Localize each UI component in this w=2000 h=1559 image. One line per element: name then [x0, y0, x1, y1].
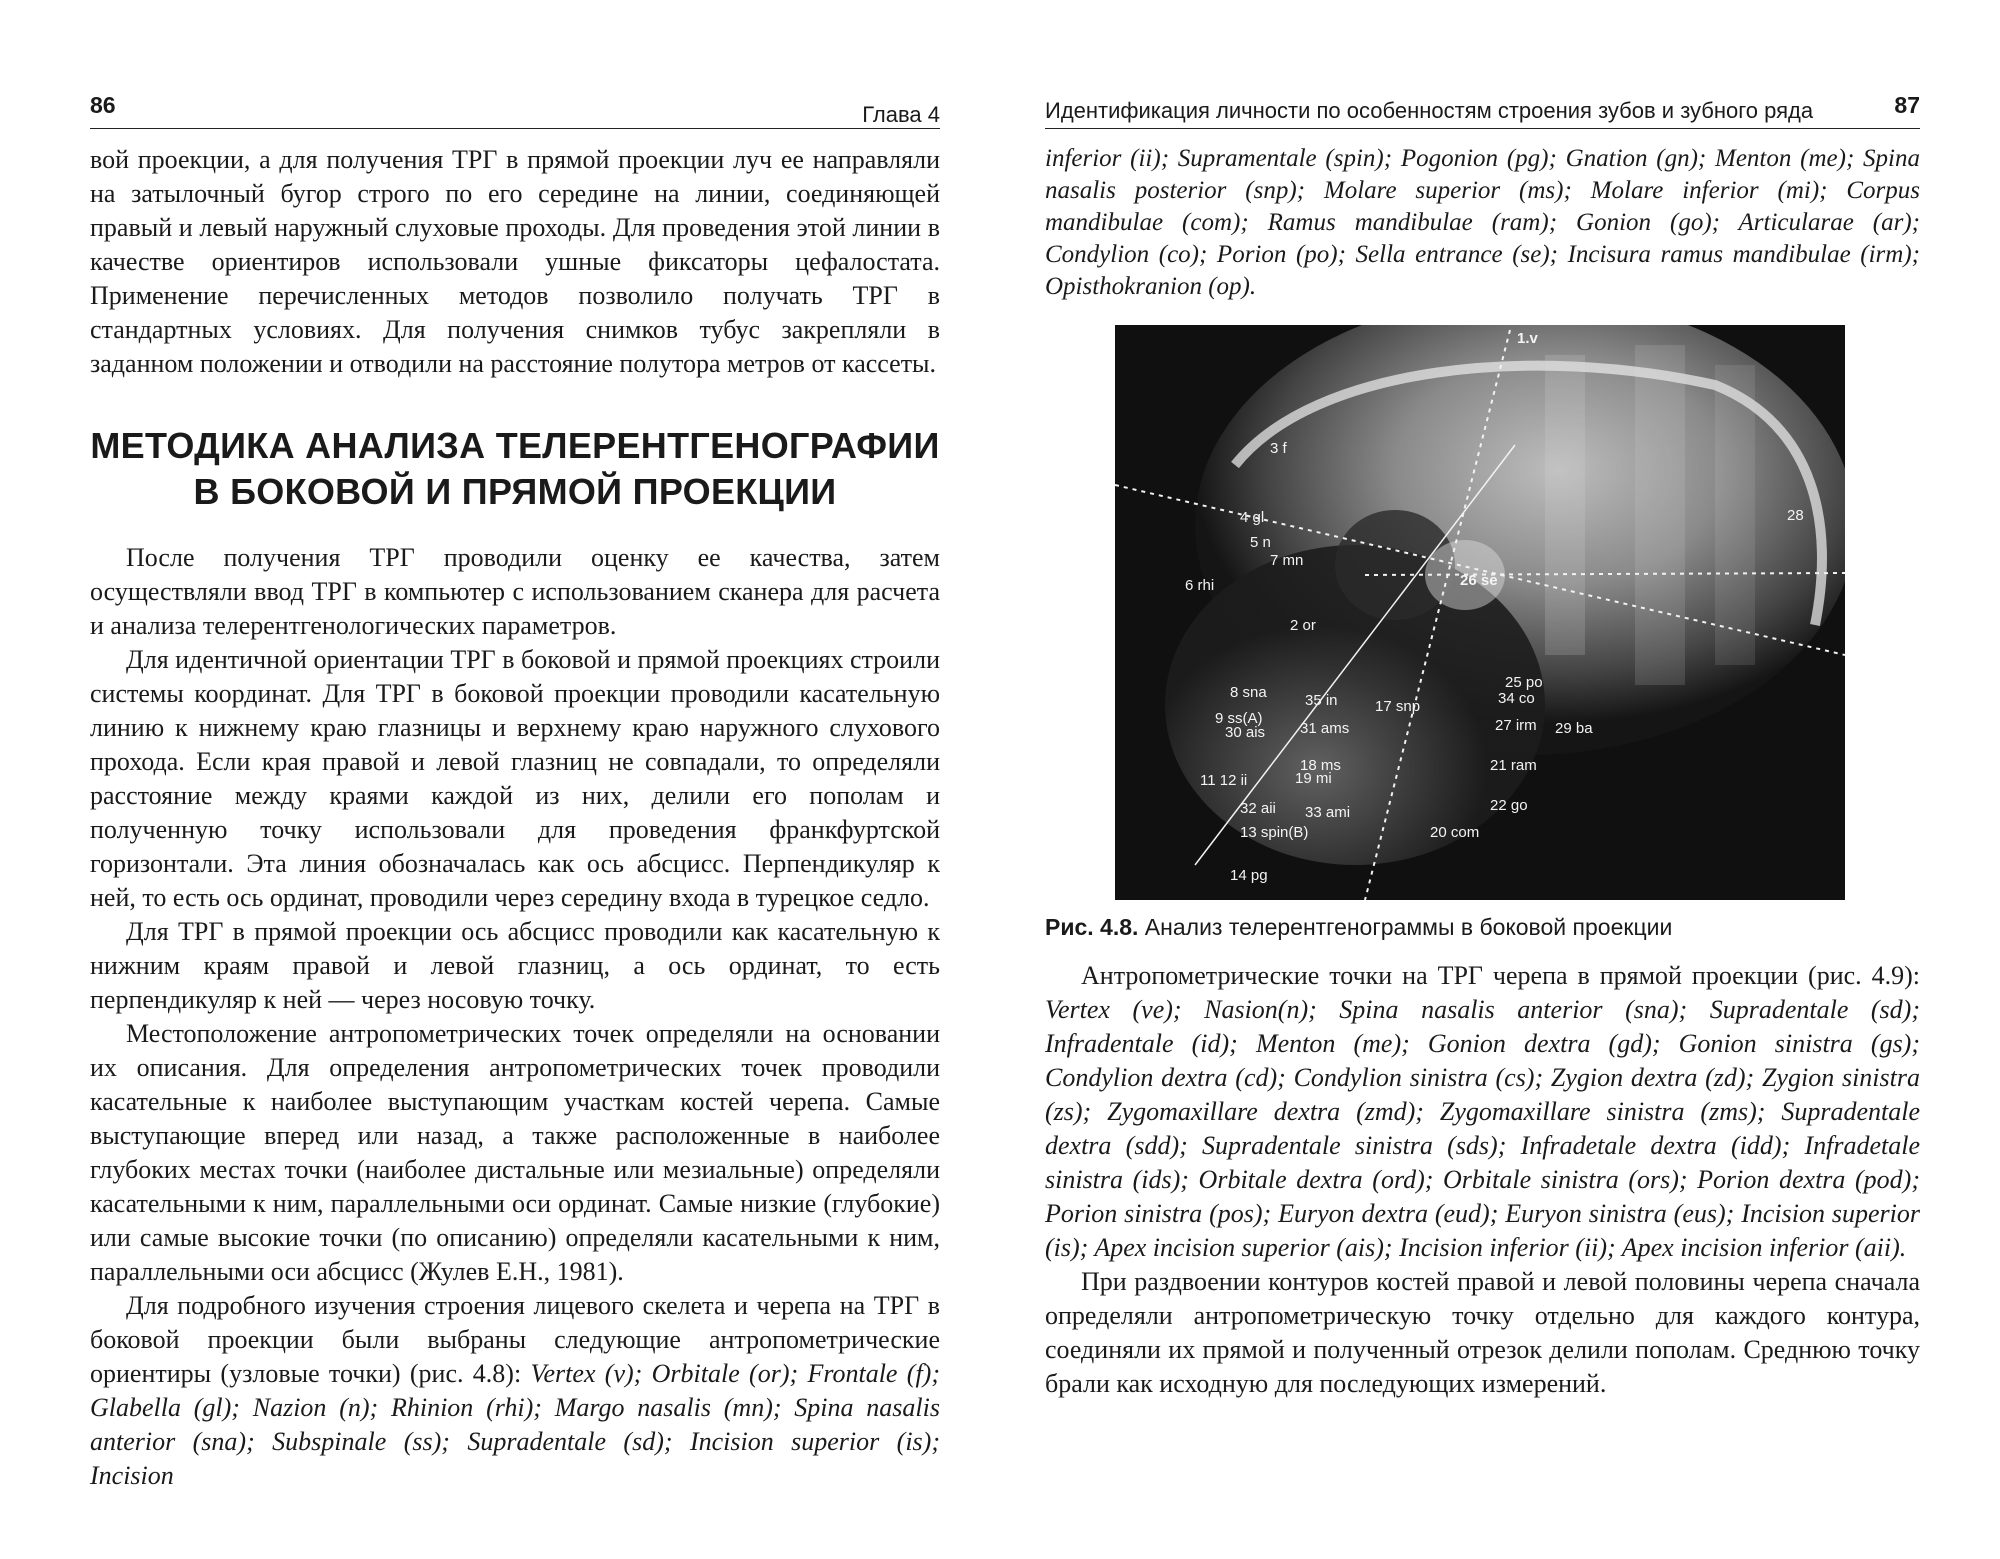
right-page [1010, 0, 2000, 1559]
left-page-number: 86 [90, 92, 116, 118]
caption-label: Рис. 4.8. [1045, 914, 1139, 940]
cephalogram-image [1115, 325, 1845, 900]
paragraph: Для ТРГ в прямой проекции ось абсцисс проводили как касательную к нижним краям правой и левой глазниц, а ось ординат, то есть перпендикуляр к ней — через носовую точку. [90, 917, 940, 1014]
landmark-label: 22 go [1490, 797, 1528, 814]
landmark-label: 26 se [1460, 572, 1498, 589]
landmark-label: 1.v [1517, 330, 1538, 347]
landmark-list: Vertex (v); Orbitale (or); Frontale (f); Glabella (gl); Nazion (n); Rhinion (rhi); Margo nasalis (mn); Spina nasalis anterior (sna); Subspinale (ss); Supradentale (sd); Incision superior (is); Incision [90, 1359, 940, 1490]
left-page [0, 0, 990, 1559]
landmark-label: 2 or [1290, 617, 1316, 634]
figure-caption [1045, 914, 1920, 941]
paragraph: Для идентичной ориентации ТРГ в боковой и прямой проекциях строили системы координат. Для ТРГ в боковой проекции проводили касательную линию к нижнему краю глазницы и верхнему краю наружного слухового прохода. Если края правой и левой глазниц не совпадали, то определяли расстояние между краями каждой из них, делили его пополам и полученную точку использовали для проведения франкфуртской горизонтали. Эта линия обозначалась как ось абсцисс. Перпендикуляр к ней, то есть ось ординат, проводили через середину входа в турецкое седло. [90, 645, 940, 912]
caption-text: Анализ телерентгенограммы в боковой проекции [1138, 914, 1673, 940]
landmark-label: 5 n [1250, 534, 1271, 551]
landmark-label: 31 ams [1300, 720, 1350, 737]
landmark-label: 13 spin(B) [1240, 824, 1309, 841]
landmark-label: 3 f [1270, 440, 1287, 457]
chapter-title: Глава 4 [862, 102, 940, 127]
landmark-label: 34 co [1498, 690, 1535, 707]
landmark-label: 20 com [1430, 824, 1480, 841]
right-page-number: 87 [1894, 92, 1920, 118]
landmark-label: 33 ami [1305, 804, 1351, 821]
landmark-label: 7 mn [1270, 552, 1304, 569]
landmark-label: 25 po [1505, 674, 1543, 691]
paragraph-continued [1045, 143, 1920, 303]
section-heading [90, 423, 940, 515]
landmark-list: inferior (ii); Supramentale (spin); Pogonion (pg); Gnation (gn); Menton (me); Spina nasalis posterior (snp); Molare superior (ms); Molare inferior (mi); Corpus mandibulae (com); Ramus mandibulae (ram); Gonion (go); Articularae (ar); Condylion (co); Porion (po); Sella entrance (se); Incisura ramus mandibulae (irm); Opisthokranion (op). [1045, 145, 1920, 300]
heading-line-1: МЕТОДИКА АНАЛИЗА ТЕЛЕРЕНТГЕНОГРАФИИ [90, 425, 940, 466]
paragraph: После получения ТРГ проводили оценку ее качества, затем осуществляли ввод ТРГ в компьютер с использованием сканера для расчета и анализа телерентгенологических параметров. [90, 543, 940, 640]
landmark-label: 14 pg [1230, 867, 1268, 884]
landmark-label: 11 12 ii [1200, 772, 1248, 789]
landmark-label: 6 rhi [1185, 577, 1215, 594]
paragraph: Местоположение антропометрических точек определяли на основании их описания. Для определения антропометрических точек проводили касательные к наиболее выступающим участкам костей черепа. Самые выступающие вперед или назад, а также расположенные в наиболее глубоких местах точки (наиболее дистальные или мезиальные) определяли касательными к ним, параллельными оси ординат. Самые низкие (глубокие) или самые высокие точки (по описанию) определяли касательными к ним, параллельными оси абсцисс (Жулев Е.Н., 1981). [90, 1019, 940, 1286]
landmark-label: 19 mi [1295, 770, 1332, 787]
landmark-label: 9 ss(A) [1215, 710, 1263, 727]
landmark-label: 21 ram [1490, 757, 1537, 774]
paragraph-text: Для подробного изучения строения лицевого скелета и черепа на ТРГ в боковой проекции были выбраны следующие антропометрические ориентиры (узловые точки) (рис. 4.8): [90, 1291, 940, 1388]
landmark-label: 32 aii [1240, 800, 1276, 817]
right-running-head [1045, 88, 1920, 129]
landmark-list: Vertex (ve); Nasion(n); Spina nasalis anterior (sna); Supradentale (sd); Infradentale (id); Menton (me); Gonion dextra (gd); Gonion sinistra (gs); Condylion dextra (cd); Condylion sinistra (cs); Zygion dextra (zd); Zygion sinistra (zs); Zygomaxillare dextra (zmd); Zygomaxillare sinistra (zms); Supradentale dextra (sdd); Supradentale sinistra (sds); Infradetale dextra (idd); Infradetale sinistra (ids); Orbitale dextra (ord); Orbitale sinistra (ors); Porion dextra (pod); Porion sinistra (pos); Euryon dextra (eud); Euryon sinistra (eus); Incision superior (is); Apex incision superior (ais); Incision inferior (ii); Apex incision inferior (aii). [1045, 995, 1920, 1262]
paragraph: При раздвоении контуров костей правой и левой половины черепа сначала определяли антропометрическую точку отдельно для каждого контура, соединяли их прямой и полученный отрезок делили пополам. Среднюю точку брали как исходную для последующих измерений. [1045, 1267, 1920, 1398]
cephalogram-figure [1115, 325, 1845, 900]
paragraph [90, 1289, 940, 1493]
running-title: Идентификация личности по особенностям строения зубов и зубного ряда [1045, 98, 1814, 123]
landmark-label: 30 ais [1225, 724, 1266, 741]
landmark-label: 35 in [1305, 692, 1338, 709]
landmark-label: 8 sna [1230, 684, 1267, 701]
paragraph-continued: вой проекции, а для получения ТРГ в прямой проекции луч ее направляли на затылочный бугор строго по его середине на линии, соединяющей правый и левый наружный слуховые проходы. Для проведения этой линии в качестве ориентиров использовали ушные фиксаторы цефалостата. Применение перечисленных методов позволило получать ТРГ в стандартных условиях. Для получения снимков тубус закрепляли в заданном положении и отводили на расстояние полутора метров от кассеты. [90, 145, 940, 378]
paragraph-text: Антропометрические точки на ТРГ черепа в прямой проекции (рис. 4.9): [1081, 961, 1920, 990]
left-running-head [90, 88, 940, 129]
landmark-label: 18 ms [1300, 757, 1341, 774]
landmark-label: 28 [1787, 507, 1804, 524]
landmark-label: 4 gl [1240, 509, 1265, 526]
landmark-label: 29 ba [1555, 720, 1593, 737]
landmark-label: 27 irm [1495, 717, 1537, 734]
landmark-label: 17 snp [1375, 698, 1421, 715]
paragraph [1045, 959, 1920, 1265]
heading-line-2: В БОКОВОЙ И ПРЯМОЙ ПРОЕКЦИИ [193, 471, 837, 512]
